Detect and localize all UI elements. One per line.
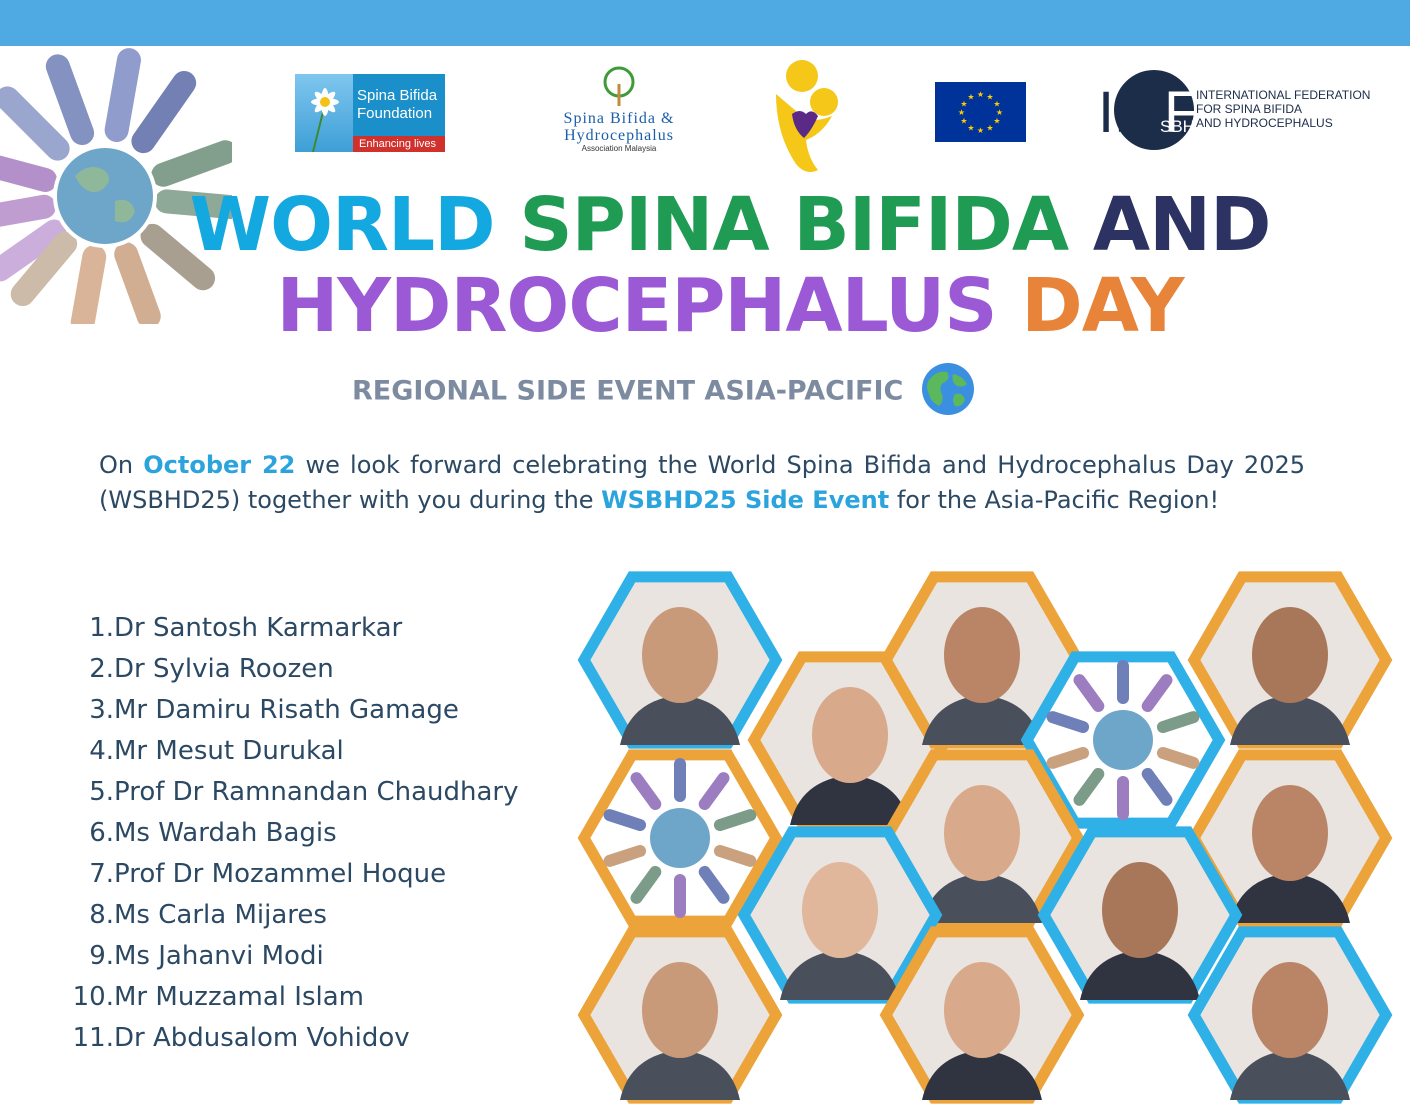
speaker-number: 8. [89, 900, 114, 930]
svg-text:★: ★ [993, 116, 1001, 126]
speaker-photo-hexagon [1194, 932, 1386, 1100]
svg-text:★: ★ [976, 126, 985, 135]
tree-icon [599, 66, 639, 106]
speaker-photo-hexagon [1044, 832, 1236, 1000]
speaker-number: 3. [89, 695, 114, 725]
speaker-name: Mr Damiru Risath Gamage [114, 695, 459, 725]
eu-flag [935, 82, 1026, 142]
spina-bifida-foundation-logo [295, 74, 445, 152]
speaker-item [60, 690, 570, 731]
ifsbh-logo [1098, 70, 1388, 152]
svg-text:★: ★ [993, 99, 1001, 109]
speaker-name: Dr Sylvia Roozen [114, 654, 334, 684]
svg-text:★: ★ [995, 108, 1004, 117]
speaker-item [60, 608, 570, 649]
top-bar [0, 0, 1410, 46]
speaker-item [60, 854, 570, 895]
speaker-photo-hexagon [886, 932, 1078, 1100]
daisy-image [295, 74, 353, 152]
yellow-figures-logo [770, 58, 846, 174]
event-name: WSBHD25 Side Event [601, 486, 890, 514]
speaker-name: Prof Dr Ramnandan Chaudhary [114, 777, 519, 807]
sbf-tagline: Enhancing lives [353, 136, 445, 152]
event-date: October 22 [143, 451, 296, 479]
speaker-number: 11. [72, 1023, 114, 1053]
speaker-photo-hexagon [584, 932, 776, 1100]
speaker-list [60, 608, 570, 1059]
speaker-name: Prof Dr Mozammel Hoque [114, 859, 447, 889]
speaker-number: 6. [89, 818, 114, 848]
svg-text:★: ★ [986, 123, 994, 133]
speaker-item [60, 936, 570, 977]
hands-logo-hexagon [584, 755, 776, 921]
speaker-photo-hexagon [1194, 577, 1386, 745]
speaker-item [60, 772, 570, 813]
page-title-line2: HYDROCEPHALUS DAY [276, 263, 1184, 349]
speaker-number: 4. [89, 736, 114, 766]
globe-icon [921, 362, 975, 416]
speaker-item [60, 1018, 570, 1059]
svg-text:F: F [1164, 80, 1194, 145]
page-title-line1: WORLD SPINA BIFIDA AND [189, 182, 1271, 268]
svg-text:SBH: SBH [1160, 117, 1194, 136]
speaker-photo-hexagon [584, 577, 776, 745]
speaker-number: 1. [89, 613, 114, 643]
svg-text:★: ★ [967, 92, 975, 102]
subtitle: REGIONAL SIDE EVENT ASIA-PACIFIC [352, 368, 975, 416]
sbh-malaysia-logo: Spina Bifida & Hydrocephalus Association Malaysia [528, 66, 710, 158]
svg-text:★: ★ [960, 99, 968, 109]
speaker-name: Dr Santosh Karmarkar [114, 613, 403, 643]
speaker-name: Mr Muzzamal Islam [114, 982, 364, 1012]
speaker-number: 2. [89, 654, 114, 684]
speaker-item [60, 649, 570, 690]
speaker-number: 7. [89, 859, 114, 889]
speaker-item [60, 813, 570, 854]
svg-text:IF: IF [1098, 80, 1150, 145]
speaker-name: Ms Carla Mijares [114, 900, 327, 930]
speaker-item [60, 977, 570, 1018]
sbf-name: Spina Bifida Foundation [357, 87, 438, 122]
svg-text:★: ★ [967, 123, 975, 133]
svg-text:★: ★ [976, 90, 985, 99]
speaker-item [60, 731, 570, 772]
intro-paragraph: On October 22 we look forward celebrating the World Spina Bifida and Hydrocephalus Day 2025 (WSBHD25) together with you during the WSBHD25 Side Event for the Asia-Pacific Region! [99, 451, 1306, 514]
ifsbh-name: INTERNATIONAL FEDERATION FOR SPINA BIFIDA AND HYDROCEPHALUS [1196, 88, 1371, 130]
svg-text:★: ★ [986, 92, 994, 102]
svg-text:★: ★ [957, 108, 966, 117]
speaker-number: 5. [89, 777, 114, 807]
speaker-photo-collage [570, 570, 1410, 1113]
speaker-name: Ms Wardah Bagis [114, 818, 337, 848]
speaker-item [60, 895, 570, 936]
speaker-name: Dr Abdusalom Vohidov [114, 1023, 410, 1053]
svg-text:★: ★ [960, 116, 968, 126]
speaker-name: Mr Mesut Durukal [114, 736, 344, 766]
speaker-name: Ms Jahanvi Modi [114, 941, 324, 971]
speaker-number: 10. [72, 982, 114, 1012]
speaker-number: 9. [89, 941, 114, 971]
